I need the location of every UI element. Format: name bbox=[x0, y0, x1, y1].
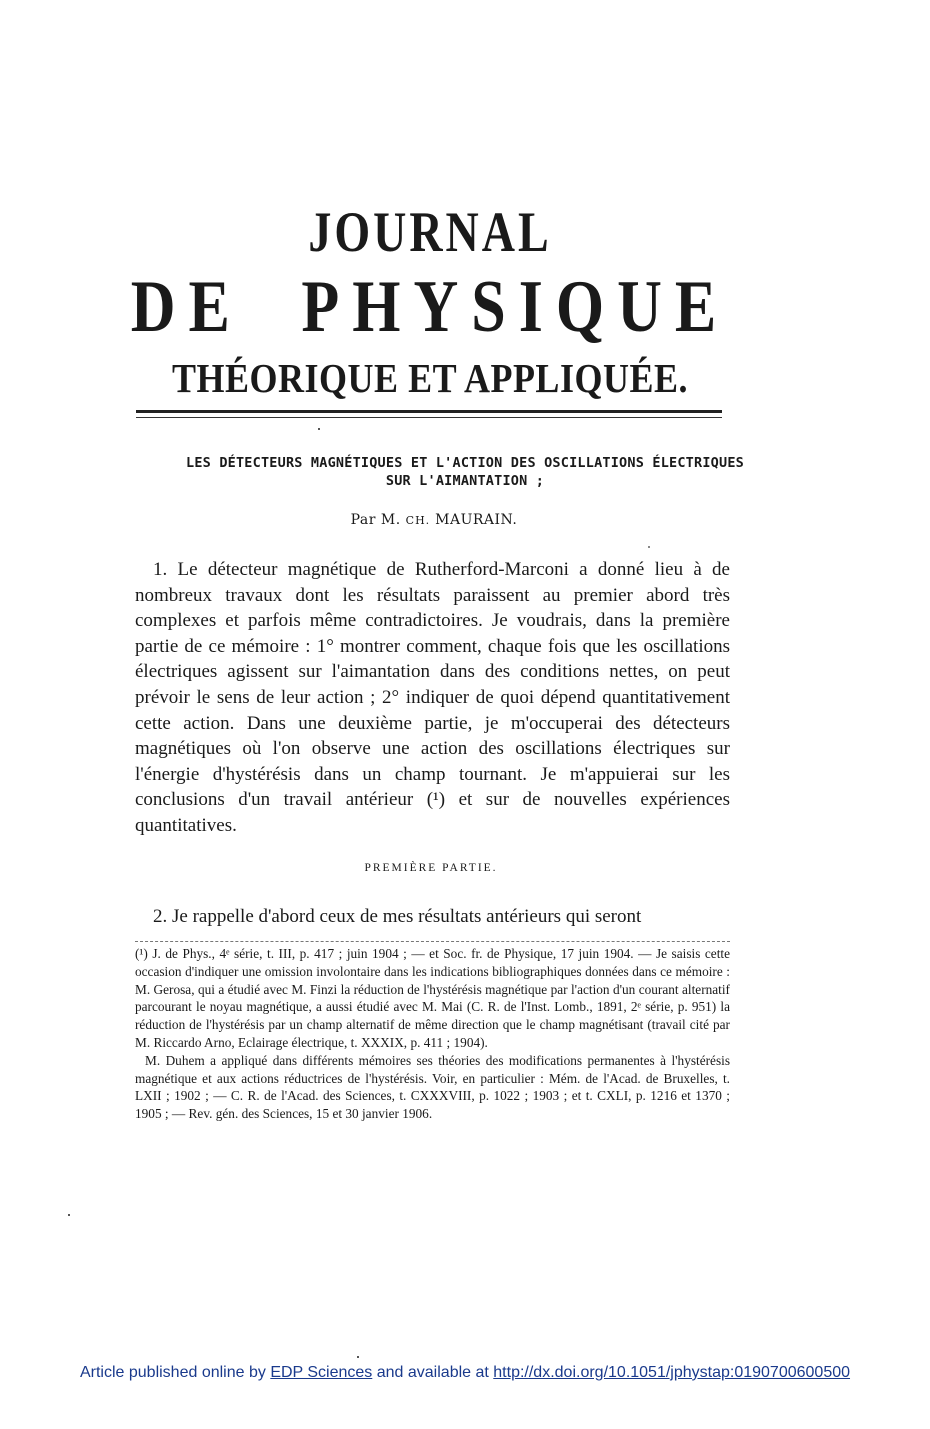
paragraph-2: 2. Je rappelle d'abord ceux de mes résultats antérieurs qui seront bbox=[153, 906, 642, 927]
footnote-1: (¹) J. de Phys., 4ᵉ série, t. III, p. 417 ; juin 1904 ; — et Soc. fr. de Physique, 17 juin 1904. — Je saisis cette occasion d'indiquer une omission involontaire dans les indications bibliographiques données dans ce mémoire : M. Gerosa, qui a étudié avec M. Finzi la réduction de l'hystérésis magnétique par l'action d'un courant alternatif parcourant le noyau magnétique, a aussi étudié avec M. Mai (C. R. de l'Inst. Lomb., 1891, 2ᵉ série, p. 951) la réduction de l'hystérésis par un champ alternatif de même direction que le champ magnétisant (travail cité par M. Riccardo Arno, Eclairage électrique, t. XXXIX, p. 411 ; 1904). bbox=[135, 946, 730, 1050]
footnote-divider bbox=[135, 941, 730, 943]
doi-link[interactable]: http://dx.doi.org/10.1051/jphystap:0190700600500 bbox=[493, 1364, 851, 1381]
speck-mark bbox=[648, 546, 650, 548]
byline bbox=[0, 512, 868, 528]
masthead-de-physique: DE PHYSIQUE bbox=[130, 266, 730, 348]
masthead-rule-thin bbox=[136, 417, 722, 418]
byline-author: MAURAIN. bbox=[435, 512, 518, 528]
byline-abbrev: CH. bbox=[405, 514, 431, 527]
footnotes bbox=[135, 945, 730, 1123]
byline-prefix: Par M. bbox=[350, 512, 406, 528]
footnote-2: M. Duhem a appliqué dans différents mémoires ses théories des modifications permanentes à l'hystérésis magnétique et aux actions réductrices de l'hystérésis. Voir, en particulier : Mém. de l'Acad. de Bruxelles, t. LXII ; 1902 ; — C. R. de l'Acad. des Sciences, t. CXXXVIII, p. 1022 ; 1903 ; et t. CXLI, p. 1216 et 1370 ; 1905 ; — Rev. gén. des Sciences, 15 et 30 janvier 1906. bbox=[135, 1052, 730, 1122]
banner-middle: and available at bbox=[372, 1364, 494, 1381]
publication-banner bbox=[0, 1364, 930, 1382]
speck-mark bbox=[318, 428, 320, 430]
edp-sciences-link[interactable]: EDP Sciences bbox=[270, 1364, 373, 1381]
section-heading: PREMIÈRE PARTIE. bbox=[364, 862, 498, 874]
speck-mark bbox=[357, 1356, 359, 1358]
masthead-rule-thick bbox=[136, 410, 722, 413]
masthead-subtitle: THÉORIQUE ET APPLIQUÉE. bbox=[172, 355, 688, 401]
paragraph-1: 1. Le détecteur magnétique de Rutherford-Marconi a donné lieu à de nombreux travaux dont les résultats paraissent au premier abord très complexes et parfois même contradictoires. Je voudrais, dans la première partie de ce mémoire : 1° montrer comment, chaque fois que les oscillations électriques agissent sur l'aimantation dans des conditions nettes, on peut prévoir le sens de leur action ; 2° indiquer de quoi dépend quantitativement cette action. Dans une deuxième partie, je m'occuperai des détecteurs magnétiques où l'on observe une action des oscillations électriques sur l'énergie d'hystérésis dans un champ tournant. Je m'appuierai sur les conclusions d'un travail antérieur (¹) et sur de nouvelles expériences quantitatives. bbox=[135, 559, 730, 836]
article-title-line2: SUR L'AIMANTATION ; bbox=[385, 473, 545, 489]
banner-prefix: Article published online by bbox=[79, 1364, 271, 1381]
speck-mark bbox=[68, 1214, 70, 1216]
masthead-journal: JOURNAL bbox=[308, 199, 552, 264]
article-title-line1: LES DÉTECTEURS MAGNÉTIQUES ET L'ACTION DES OSCILLATIONS ÉLECTRIQUES bbox=[186, 455, 744, 471]
article-title bbox=[100, 454, 830, 490]
